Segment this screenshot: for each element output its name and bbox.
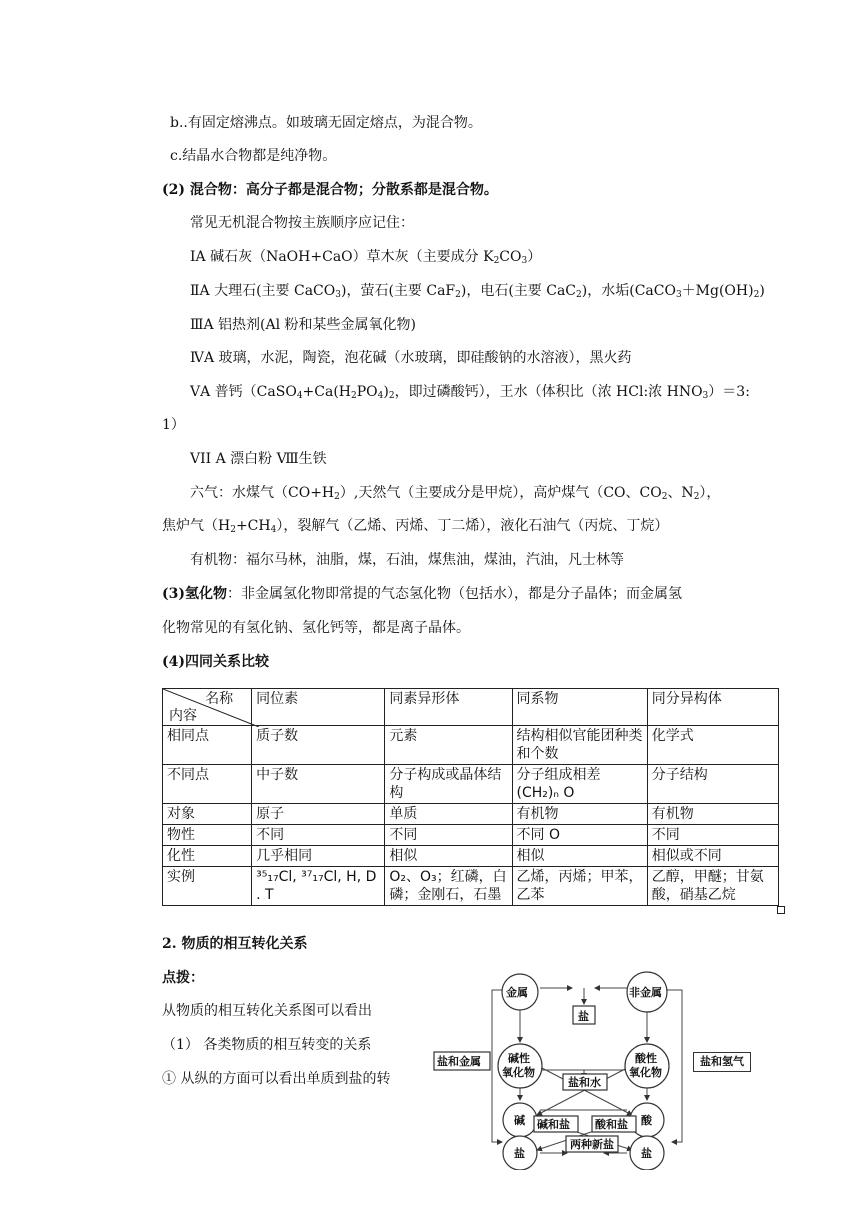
table-cell: 相似 — [385, 846, 512, 867]
text-line-20: 从物质的相互转化关系图可以看出 — [162, 1003, 372, 1019]
table-cell: 乙烯，丙烯；甲苯，乙苯 — [512, 867, 647, 906]
table-cell: 中子数 — [252, 765, 385, 804]
hint-label: 点拨： — [162, 970, 204, 986]
text-line-7: ⅢA 铝热剂(Al 粉和某些金属氧化物) — [190, 317, 417, 333]
table-cell: 有机物 — [647, 804, 778, 825]
salt-hydrogen-box: 盐和氢气 — [693, 1052, 751, 1072]
table-cell: 分子组成相差(CH₂)ₙ O — [512, 765, 647, 804]
table-cell: 不同 — [647, 825, 778, 846]
table-cell: 原子 — [252, 804, 385, 825]
text-line-11: VII A 漂白粉 Ⅷ生铁 — [190, 451, 327, 467]
text-line-8: ⅣA 玻璃，水泥，陶瓷，泡花碱（水玻璃，即硅酸钠的水溶液），黑火药 — [190, 350, 632, 366]
table-cell: ³⁵₁₇Cl, ³⁷₁₇Cl, H, D . T — [252, 867, 385, 906]
text-line-22: ① 从纵的方面可以看出单质到盐的转 — [162, 1071, 391, 1087]
table-row — [163, 867, 779, 906]
table-row — [163, 804, 779, 825]
table-header: 同分异构体 — [647, 689, 778, 726]
salt-metal-label: 盐和金属 — [437, 1055, 481, 1068]
table-cell: 单质 — [385, 804, 512, 825]
metal-label: 金属 — [506, 986, 528, 999]
table-cell: 元素 — [385, 726, 512, 765]
acidic-oxide-label-2: 氧化物 — [629, 1066, 662, 1079]
acidic-oxide-label-1: 酸性 — [635, 1052, 657, 1065]
section-conversion: 2. 物质的相互转化关系 — [162, 936, 308, 952]
table-cell: 对象 — [163, 804, 252, 825]
table-cell: 质子数 — [252, 726, 385, 765]
table-header: 同系物 — [512, 689, 647, 726]
table-cell: 实例 — [163, 867, 252, 906]
base-label: 碱 — [514, 1114, 525, 1127]
text-line-13: 焦炉气$(H_2+CH_4)$，裂解气（乙烯、丙烯、丁二烯），液化石油气（丙烷、丁烷） — [162, 518, 669, 535]
table-row — [163, 726, 779, 765]
two-salts-label: 两种新盐 — [570, 1138, 614, 1151]
text-line-5: ⅠA 碱石灰（NaOH+CaO）草木灰（主要成分 $K_2CO_3$） — [190, 249, 542, 266]
text-line-2: c.结晶水合物都是纯净物。 — [170, 148, 337, 164]
table-resize-handle — [777, 906, 785, 914]
table-cell: 乙醇，甲醚；甘氨酸，硝基乙烷 — [647, 867, 778, 906]
table-row — [163, 765, 779, 804]
table-corner-cell — [163, 689, 252, 726]
table-header: 同位素 — [252, 689, 385, 726]
table-cell: 几乎相同 — [252, 846, 385, 867]
table-cell: 不同点 — [163, 765, 252, 804]
corner-label-name: 名称 — [205, 691, 234, 707]
comparison-table — [162, 688, 779, 906]
table-cell: 物性 — [163, 825, 252, 846]
text-line-10: 1） — [162, 417, 185, 433]
salt-left-label: 盐 — [514, 1147, 525, 1160]
text-line-1: b..有固定熔沸点。如玻璃无固定熔点，为混合物。 — [170, 115, 482, 131]
base-salt-label: 碱和盐 — [537, 1118, 570, 1131]
table-cell: 不同 — [252, 825, 385, 846]
text-line-21: （1） 各类物质的相互转变的关系 — [162, 1037, 372, 1053]
salt-water-label: 盐和水 — [568, 1076, 601, 1089]
text-line-14: 有机物：福尔马林，油脂，煤，石油，煤焦油，煤油，汽油，凡士林等 — [190, 552, 624, 568]
table-cell: 不同 O — [512, 825, 647, 846]
table-cell: O₂、O₃；红磷，白磷；金刚石，石墨 — [385, 867, 512, 906]
table-cell: 有机物 — [512, 804, 647, 825]
table-row — [163, 825, 779, 846]
table-cell: 相似或不同 — [647, 846, 778, 867]
table-cell: 分子结构 — [647, 765, 778, 804]
table-cell: 不同 — [385, 825, 512, 846]
table-cell: 化学式 — [647, 726, 778, 765]
salt-right-label: 盐 — [641, 1147, 652, 1160]
table-cell: 分子构成或晶体结构 — [385, 765, 512, 804]
basic-oxide-label-2: 氧化物 — [502, 1066, 535, 1079]
corner-label-content: 内容 — [169, 708, 197, 724]
table-cell: 结构相似官能团种类和个数 — [512, 726, 647, 765]
text-line-12: 六气：水煤气$(CO+H_2)$,天然气（主要成分是甲烷），高炉煤气（CO、$CO_2$、$N_2$）， — [190, 485, 721, 502]
table-row — [163, 846, 779, 867]
table-cell: 化性 — [163, 846, 252, 867]
section-mixture: (2) 混合物：高分子都是混合物；分散系都是混合物。 — [162, 182, 498, 198]
text-line-6: ⅡA 大理石(主要 CaCO$_3$)，萤石(主要 CaF$_2$)，电石(主要 CaC$_2$)，水垢$(CaCO_3+Mg(OH)_2)$ — [190, 283, 765, 300]
table-cell: 相同点 — [163, 726, 252, 765]
table-cell: 相似 — [512, 846, 647, 867]
text-line-15: (3)氢化物：非金属氢化物即常提的气态氢化物（包括水），都是分子晶体；而金属氢 — [162, 586, 682, 602]
section-four-same: (4)四同关系比较 — [162, 654, 269, 670]
basic-oxide-label-1: 碱性 — [508, 1052, 530, 1065]
salt-top-label: 盐 — [578, 1010, 589, 1023]
acid-salt-label: 酸和盐 — [595, 1118, 628, 1131]
text-line-4: 常见无机混合物按主族顺序应记住： — [190, 215, 414, 231]
conversion-diagram — [432, 970, 694, 1170]
acid-label: 酸 — [641, 1114, 652, 1127]
table-header: 同素异形体 — [385, 689, 512, 726]
table-header-row — [163, 689, 779, 726]
text-line-16: 化物常见的有氢化钠、氢化钙等，都是离子晶体。 — [162, 620, 470, 636]
nonmetal-label: 非金属 — [629, 986, 662, 999]
text-line-9: ⅤA 普钙（$CaSO_4+Ca(H_2PO_4)_2$，即过磷酸钙），王水（体积比（浓 HCl:浓 $HNO_3)=3$: — [190, 384, 750, 401]
